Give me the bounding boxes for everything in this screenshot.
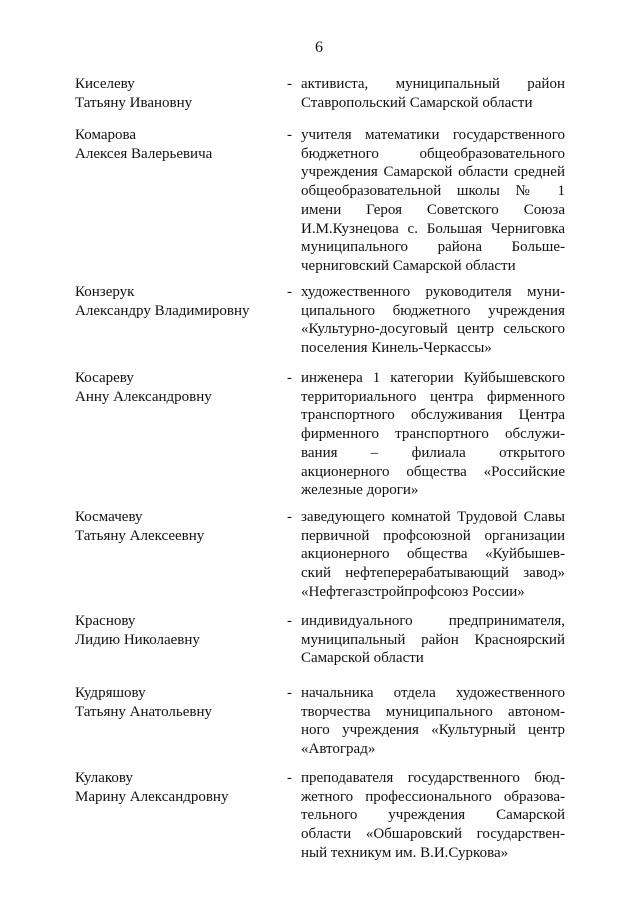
description-line: художественного руководителя муни- — [301, 284, 565, 300]
entry-dash: - — [287, 509, 292, 525]
person-surname: Киселеву — [75, 76, 135, 92]
description-line: инженера 1 категории Куйбышевского — [301, 370, 565, 386]
description-line: первичной профсоюзной организации — [301, 527, 565, 544]
entry-dash: - — [287, 76, 292, 92]
description-line: индивидуального предпринимателя, — [301, 613, 565, 629]
position-description — [301, 283, 565, 358]
description-line: ного учреждения «Культурный центр — [301, 722, 565, 739]
description-line: ципального бюджетного учреждения — [301, 302, 565, 319]
description-line: акционерного общества «Российские — [301, 463, 565, 480]
person-surname: Космачеву — [75, 509, 143, 525]
description-line: заведующего комнатой Трудовой Славы — [301, 509, 565, 525]
description-line: жетного профессионального образова- — [301, 788, 565, 805]
description-line: черниговский Самарской области — [301, 257, 516, 274]
description-line: муниципальный район Красноярский — [301, 631, 565, 648]
person-given-names: Анну Александровну — [75, 388, 212, 405]
person-name — [75, 283, 275, 320]
description-line: учреждения Самарской области средней — [301, 164, 565, 181]
description-line: «Нефтегазстройпрофсоюз России» — [301, 583, 525, 600]
description-line: «Автоград» — [301, 741, 376, 758]
description-line: бюджетного общеобразовательного — [301, 145, 565, 162]
entry-dash: - — [287, 370, 292, 386]
description-line: И.М.Кузнецова с. Большая Черниговка — [301, 220, 565, 237]
person-surname: Косареву — [75, 370, 134, 386]
description-line: Ставропольский Самарской области — [301, 94, 533, 111]
person-given-names: Татьяну Анатольевну — [75, 703, 213, 720]
description-line: имени Героя Советского Союза — [301, 201, 565, 218]
person-name — [75, 684, 275, 721]
page-number: 6 — [315, 39, 323, 56]
person-given-names: Татьяну Ивановну — [75, 94, 193, 111]
position-description — [301, 684, 565, 759]
description-line: муниципального района Больше- — [301, 239, 565, 256]
person-name — [75, 508, 275, 545]
position-description — [301, 369, 565, 500]
description-line: поселения Кинель-Черкассы» — [301, 340, 492, 357]
person-given-names: Александру Владимировну — [75, 302, 250, 319]
position-description — [301, 126, 565, 276]
entry-dash: - — [287, 770, 292, 786]
description-line: Самарской области — [301, 650, 424, 667]
entry-dash: - — [287, 685, 292, 701]
person-given-names: Алексея Валерьевича — [75, 145, 213, 162]
description-line: транспортного обслуживания Центра — [301, 407, 565, 424]
person-surname: Кулакову — [75, 770, 133, 786]
person-name — [75, 612, 275, 649]
description-line: творчества муниципального автоном- — [301, 703, 565, 720]
person-surname: Кудряшову — [75, 685, 146, 701]
person-given-names: Татьяну Алексеевну — [75, 527, 205, 544]
entry-dash: - — [287, 284, 292, 300]
entry-dash: - — [287, 127, 292, 143]
description-line: железные дороги» — [301, 482, 419, 499]
description-line: общеобразовательной школы № 1 — [301, 183, 565, 200]
description-line: активиста, муниципальный район — [301, 76, 565, 92]
description-line: ский нефтеперерабатывающий завод» — [301, 565, 565, 582]
description-line: «Культурно-досуговый центр сельского — [301, 321, 565, 338]
person-surname: Комарова — [75, 127, 137, 143]
description-line: преподавателя государственного бюд- — [301, 770, 565, 786]
person-name — [75, 369, 275, 406]
description-line: акционерного общества «Куйбышев- — [301, 546, 565, 563]
position-description — [301, 75, 565, 112]
description-line: ный техникум им. В.И.Суркова» — [301, 844, 509, 861]
description-line: области «Обшаровский государствен- — [301, 826, 565, 843]
description-line: территориального центра фирменного — [301, 388, 565, 405]
position-description — [301, 769, 565, 863]
description-line: начальника отдела художественного — [301, 685, 565, 701]
person-surname: Конзерук — [75, 284, 135, 300]
person-given-names: Лидию Николаевну — [75, 631, 200, 648]
description-line: учителя математики государственного — [301, 127, 565, 143]
entry-dash: - — [287, 613, 292, 629]
description-line: фирменного транспортного обслужи- — [301, 426, 565, 443]
person-name — [75, 75, 275, 112]
position-description — [301, 612, 565, 668]
person-name — [75, 126, 275, 163]
person-name — [75, 769, 275, 806]
person-given-names: Марину Александровну — [75, 788, 229, 805]
description-line: тельного учреждения Самарской — [301, 807, 565, 824]
person-surname: Краснову — [75, 613, 136, 629]
position-description — [301, 508, 565, 602]
description-line: вания – филиала открытого — [301, 444, 565, 461]
